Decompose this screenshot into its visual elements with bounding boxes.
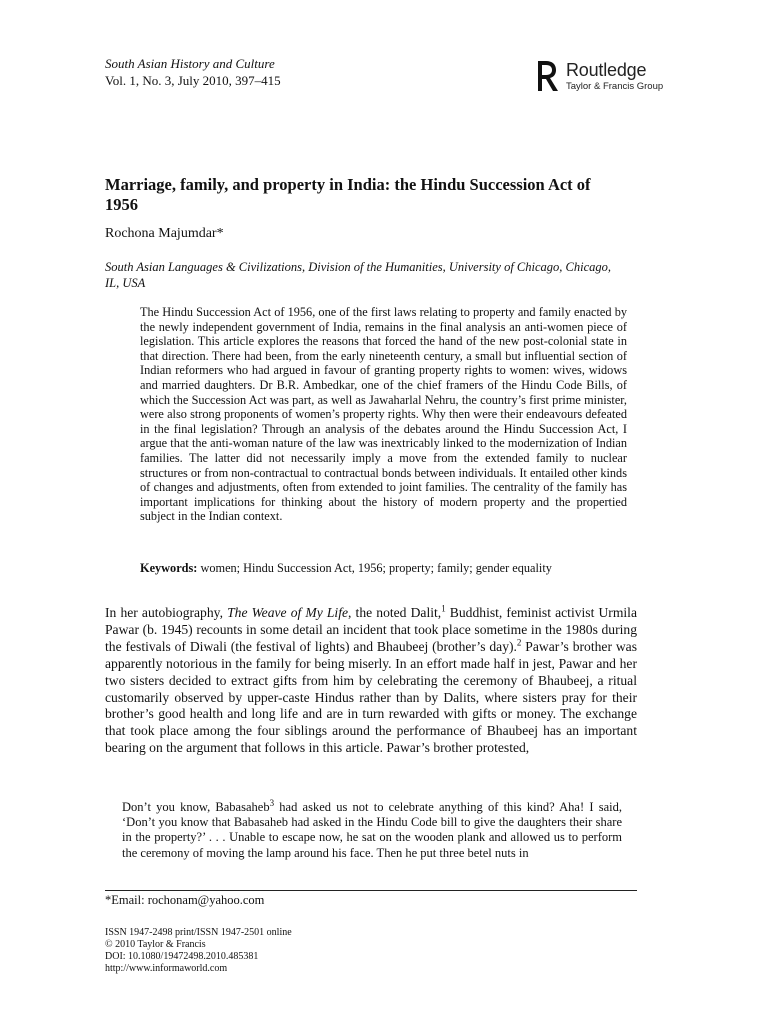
book-title: The Weave of My Life <box>227 605 349 620</box>
publisher-group: Taylor & Francis Group <box>566 81 664 92</box>
doi[interactable]: DOI: 10.1080/19472498.2010.485381 <box>105 951 259 962</box>
publisher-side-label: ROUTLEDGE <box>533 63 539 89</box>
body-text: Pawar’s brother was apparently notorious in the family for being miserly. In an effort made half in jest, Pawar and her two sisters decided to extract gifts from him by celebrating the ceremony of Bhaubeej, a ritual customarily observed by upper-caste Hindus rather than by Dalits, where sisters pray for their brother’s good health and long life and are in turn rewarded with gifts or money. The exchange that took place among the four siblings around the performance of Bhaubeej has an important bearing on the argument that follows in this article. Pawar’s brother protested, <box>105 638 637 756</box>
body-paragraph <box>105 605 637 757</box>
journal-name: South Asian History and Culture <box>105 56 275 71</box>
journal-header <box>105 55 281 89</box>
publication-meta <box>105 927 292 975</box>
author-affiliation: South Asian Languages & Civilizations, Division of the Humanities, University of Chicago, Chicago, IL, USA <box>105 260 612 290</box>
journal-issue: Vol. 1, No. 3, July 2010, 397–415 <box>105 73 281 88</box>
footnote-ref-3[interactable]: 3 <box>269 797 275 808</box>
publisher-url[interactable]: http://www.informaworld.com <box>105 963 228 974</box>
keywords <box>140 561 627 576</box>
article-title: Marriage, family, and property in India: the Hindu Succession Act of 1956 <box>105 175 591 214</box>
body-text: In her autobiography, <box>105 605 228 620</box>
issn: ISSN 1947-2498 print/ISSN 1947-2501 online <box>105 927 292 938</box>
author-email-footnote: *Email: rochonam@yahoo.com <box>105 893 265 907</box>
footnote-ref-1[interactable]: 1 <box>441 603 446 614</box>
publisher-name: Routledge <box>566 60 647 80</box>
quote-text: Don’t you know, Babasaheb <box>122 800 270 814</box>
footnote-ref-2[interactable]: 2 <box>516 637 522 648</box>
abstract: The Hindu Succession Act of 1956, one of the first laws relating to property and family enacted by the newly independent government of India, remains in the final analysis an anti-women piece of legislation. This article explores the reasons that forced the hand of the new post-colonial state in that direction. There had been, from the early nineteenth century, a small but influential section of Indian reformers who had argued in favour of granting property rights to women: wives, widows and married daughters. Dr B.R. Ambedkar, one of the chief framers of the Hindu Code Bills, of which the Succession Act was part, as well as Jawaharlal Nehru, the country’s first prime minister, were also strong proponents of women’s property rights. Why then were their endeavours defeated in the final legislation? Through an analysis of the debates around the Hindu Succession Act, I argue that the anti-woman nature of the law was inextricably linked to the modernization of Indian families. The latter did not necessarily imply a move from the extended family to nuclear structures or from non-contractual to contractual bonds between individuals. It entailed other kinds of changes and adjustments, often from extended to joint families. The centrality of the family has important implications for thinking about the history of modern property and the propertied subject in the Indian context. <box>140 305 627 524</box>
publisher-logo <box>532 58 672 98</box>
keywords-label: Keywords: <box>140 561 198 575</box>
block-quote <box>122 797 622 861</box>
body-text: , the noted Dalit, <box>348 605 442 620</box>
routledge-logo-icon <box>532 58 562 94</box>
footnote-divider <box>105 890 637 891</box>
article-author: Rochona Majumdar* <box>105 226 224 241</box>
body-text: Buddhist, feminist activist Urmila Pawar (b. 1945) recounts in some detail an incident that took place sometime in the 1980s during the festivals of Diwali (the festival of lights) and Bhaubeej (brother’s day). <box>105 605 637 654</box>
keywords-list: women; Hindu Succession Act, 1956; property; family; gender equality <box>200 561 552 575</box>
copyright: © 2010 Taylor & Francis <box>105 939 206 950</box>
quote-text: had asked us not to celebrate anything of this kind? Aha! I said, ‘Don’t you know that Babasaheb had asked in the Hindu Code bill to give the daughters their share in the property?’ . . . Unable to escape now, he sat on the wooden plank and allowed us to perform the ceremony of moving the lamp around his face. Then he put three betel nuts in <box>122 800 622 860</box>
